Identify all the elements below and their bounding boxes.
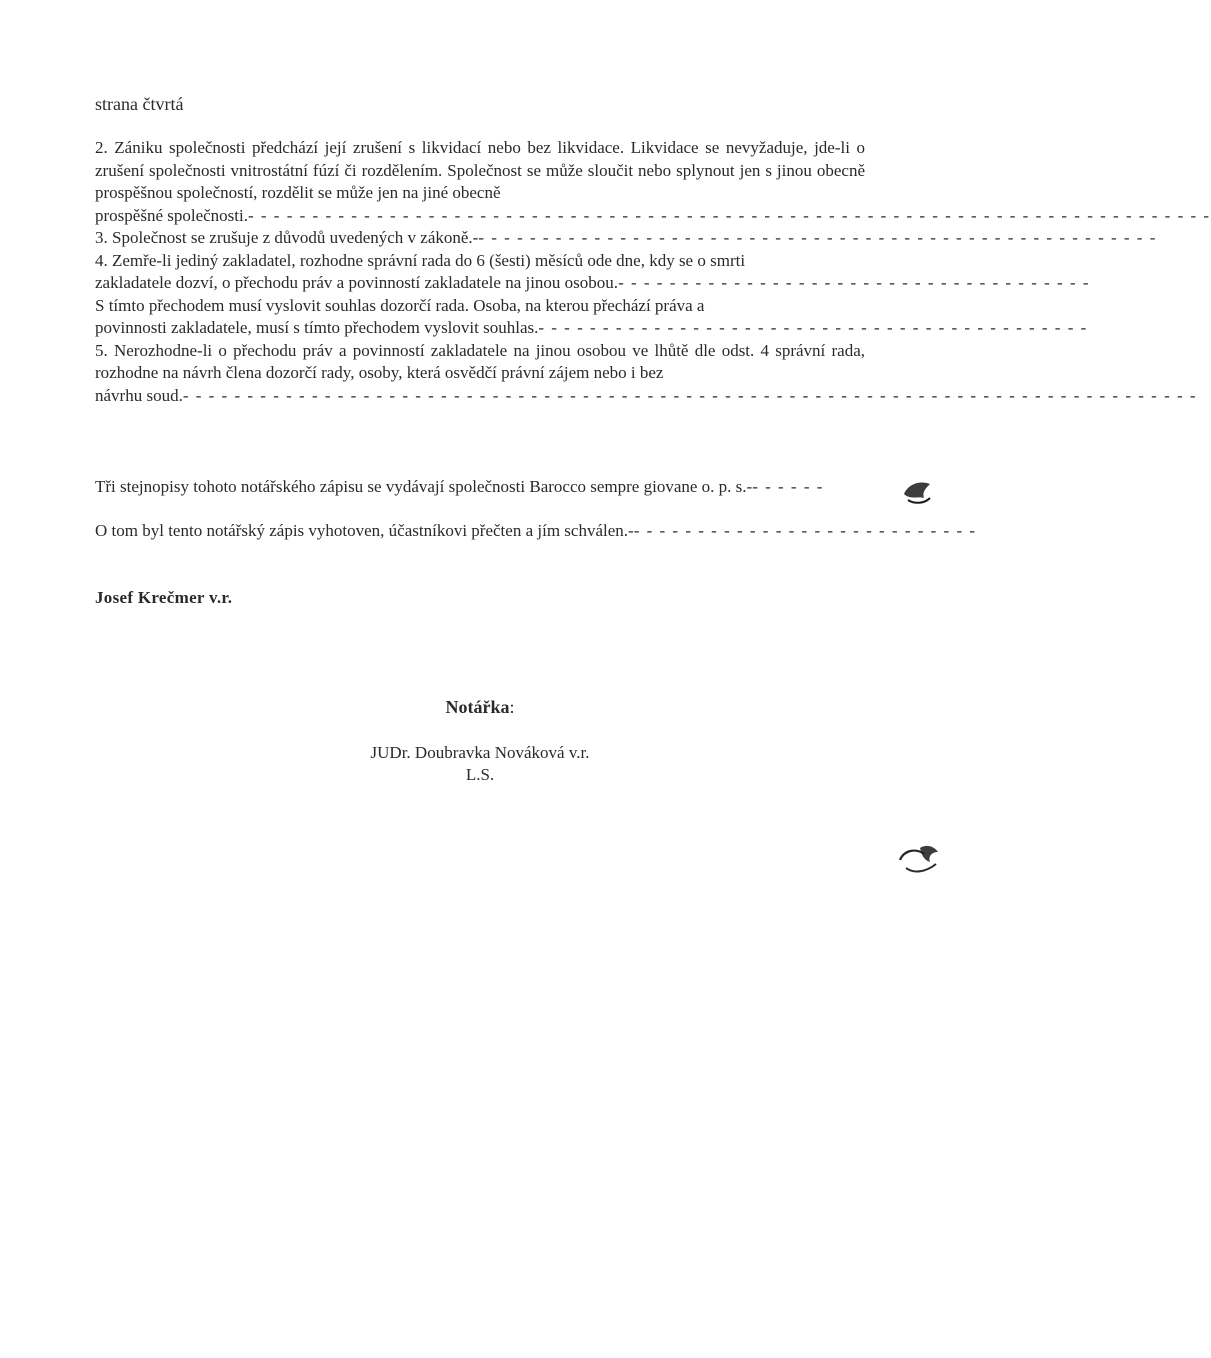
binding-seal-top-icon — [898, 470, 938, 510]
dash-filler: - - - - - - - - - - - - - - - - - - - - - - - - - - - - - - - - - - - - - - - - - - - - - - - - - - - - - - - - - - - - - - - - - - - - - - - - - - - — [247, 205, 1211, 225]
notary-name: JUDr. Doubravka Nováková v.r. — [370, 743, 590, 762]
page-label: strana čtvrtá — [95, 94, 184, 114]
articles-body — [95, 137, 1211, 407]
paragraph-text: návrhu soud. — [95, 385, 183, 405]
paragraph-5-end — [95, 385, 1198, 408]
dash-filler: - - - - - - - - - - - - - - - - - - - - - - - - - - - — [633, 521, 977, 540]
seal-mark: L.S. — [465, 765, 495, 784]
closing-note — [95, 520, 977, 542]
notary-title — [300, 697, 660, 718]
dash-filler: - - - - - - - - - - - - - - - - - - - - - - - - - - - - - - - - - - - - - — [618, 273, 1091, 292]
binding-seal-bottom-icon — [896, 838, 942, 878]
dash-filler: - - - - - - - - - - - - - - - - - - - - - - - - - - - - - - - - - - - - - - - - - - - - - - - - - - - - - - - - - - - - - - - - - - - - - - - - - - - - - - - — [182, 385, 1198, 405]
paragraph-text: 5. Nerozhodne-li o přechodu práv a povinností zakladatele na jinou osobou ve lhůtě dle odst. 4 správní rada, rozhodne na návrh člena dozorčí rady, osoby, která osvědčí právní zájem nebo i bez — [95, 340, 865, 382]
dash-filler: - - - - - - - - - - - - - - - - - - - - - - - - - - - - - - - - - - - - - - - - - - - — [538, 318, 1088, 337]
paragraph-5 — [95, 340, 865, 385]
paragraph-text: 2. Zániku společnosti předchází její zrušení s likvidací nebo bez likvidace. Likvidace se nevyžaduje, jde-li o zrušení společnosti vnitrostátní fúzí či rozdělením. Společnost se může sloučit nebo splynout jen s jinou obecně prospěšnou společností, rozdělit se může jen na jiné obecně — [95, 138, 865, 202]
copies-note-text: Tři stejnopisy tohoto notářského zápisu se vydávají společnosti Barocco sempre giovane o. p. s.- — [95, 477, 753, 496]
paragraph-2 — [95, 137, 865, 205]
paragraph-text: S tímto přechodem musí vyslovit souhlas dozorčí rada. Osoba, na kterou přechází práva a — [95, 295, 705, 315]
notary-title-colon: : — [509, 697, 515, 717]
paragraph-4-consent-end — [95, 317, 1088, 340]
paragraph-text: 3. Společnost se zrušuje z důvodů uvedených v zákoně.- — [95, 228, 479, 247]
paragraph-text: prospěšné společnosti. — [95, 205, 248, 225]
closing-note-text: O tom byl tento notářský zápis vyhotoven, účastníkovi přečten a jím schválen.- — [95, 521, 634, 540]
notary-title-text: Notářka — [445, 697, 510, 717]
paragraph-text: zakladatele dozví, o přechodu práv a povinností zakladatele na jinou osobou. — [95, 273, 619, 292]
paragraph-text: 4. Zemře-li jediný zakladatel, rozhodne správní rada do 6 (šesti) měsíců ode dne, kdy se o smrti — [95, 250, 746, 270]
dash-filler: - - - - - - - - - - - - - - - - - - - - - - - - - - - - - - - - - - - - - - - - - - - - - - - - - - - - - — [478, 228, 1157, 247]
copies-note — [95, 476, 865, 498]
paragraph-text: povinnosti zakladatele, musí s tímto přechodem vyslovit souhlas. — [95, 318, 539, 337]
signer-name: Josef Krečmer v.r. — [95, 588, 233, 607]
paragraph-4-end — [95, 272, 1091, 295]
dash-filler: - - - - - - — [752, 477, 824, 496]
paragraph-3 — [95, 227, 1157, 250]
paragraph-2-end — [95, 205, 1211, 228]
paragraph-4-consent — [95, 295, 865, 318]
paragraph-4 — [95, 250, 865, 273]
